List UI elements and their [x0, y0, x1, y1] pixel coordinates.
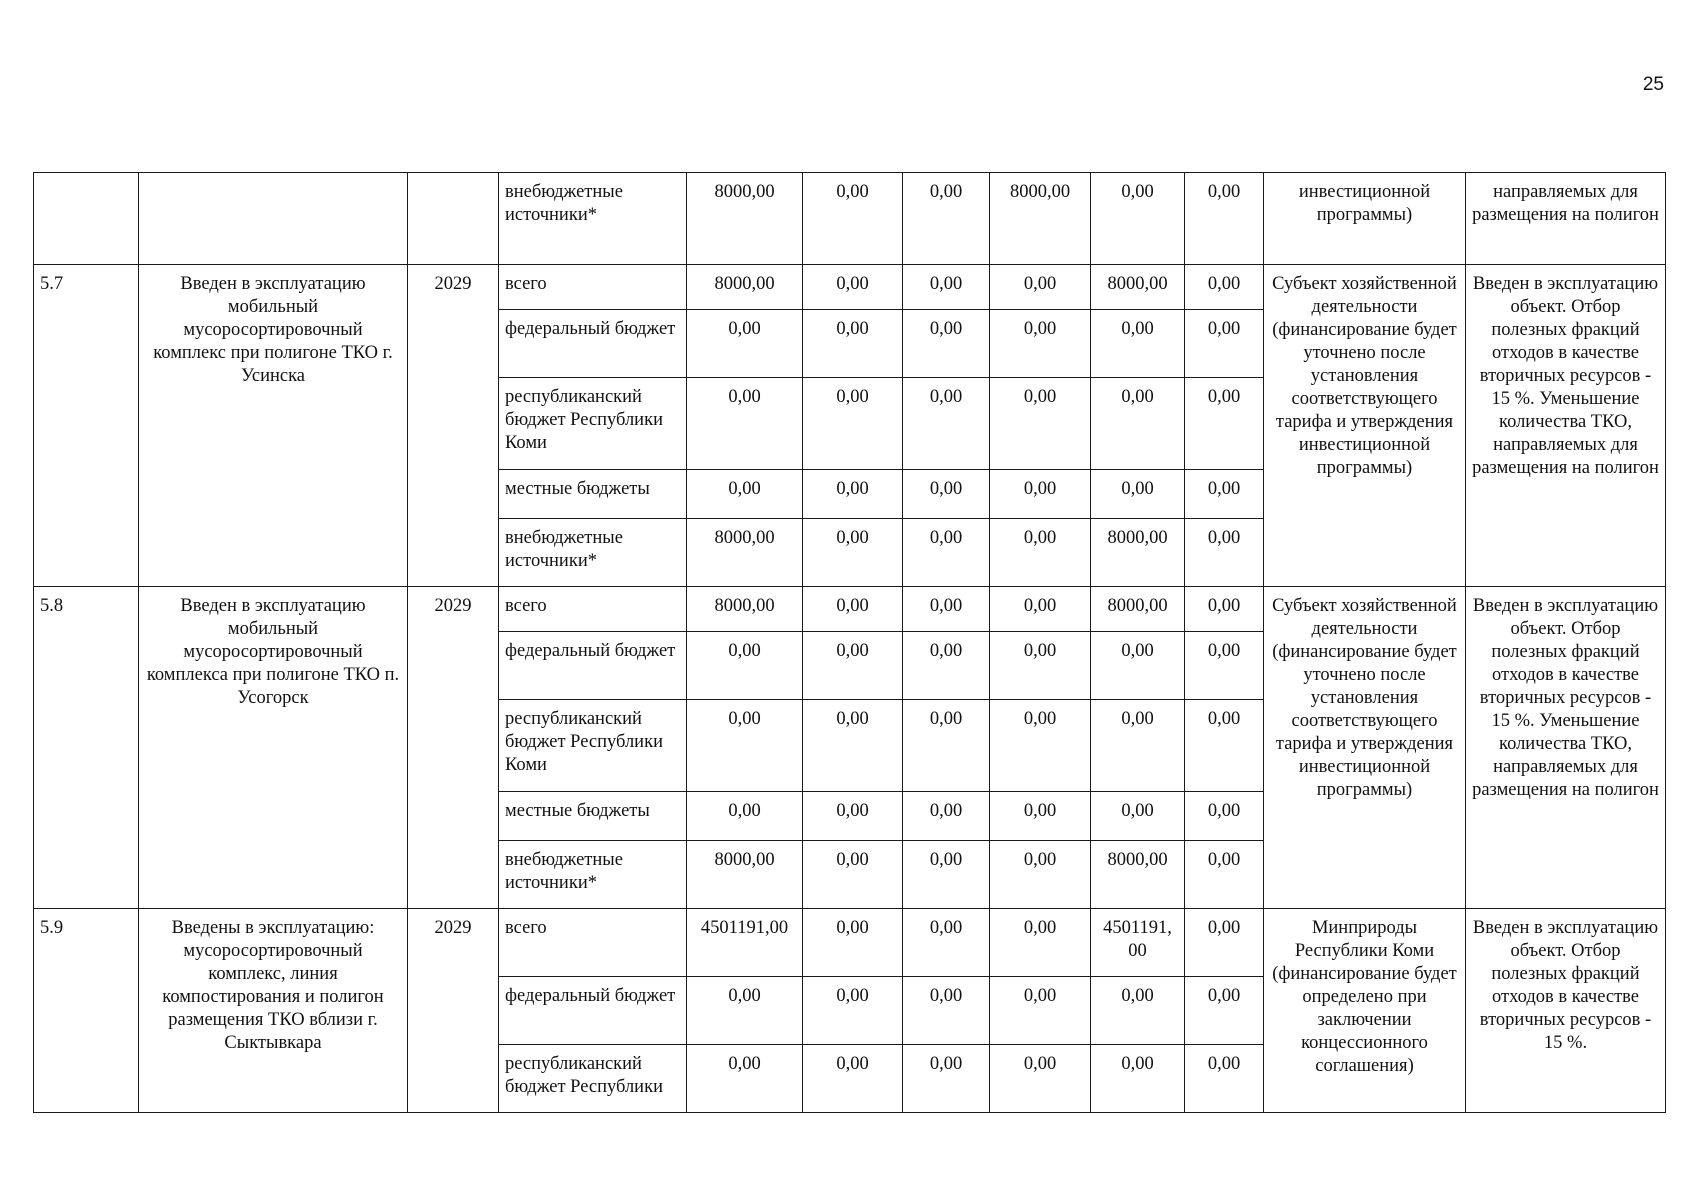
- value-cell: 0,00: [803, 265, 903, 310]
- source-cell: всего: [499, 909, 687, 977]
- value-cell: 0,00: [903, 632, 990, 700]
- name-cell: [139, 173, 408, 265]
- result-cell: Введен в эксплуатацию объект. Отбор полезных фракций отходов в качестве вторичных ресурсов - 15 %. Уменьшение количества ТКО, направляемых для размещения на полигон: [1466, 587, 1666, 909]
- responsible-cell: Субъект хозяйственной деятельности (финансирование будет уточнено после установления соответствующего тарифа и утверждения инвестиционной программы): [1264, 265, 1466, 587]
- value-cell: 8000,00: [687, 587, 803, 632]
- value-cell: 0,00: [990, 587, 1091, 632]
- year-cell: 2029: [408, 909, 499, 1113]
- number-cell: 5.7: [34, 265, 139, 587]
- value-cell: 0,00: [903, 977, 990, 1045]
- value-cell: 0,00: [903, 310, 990, 378]
- name-cell: Введены в эксплуатацию: мусоросортировочный комплекс, линия компостирования и полигон размещения ТКО вблизи г. Сыктывкара: [139, 909, 408, 1113]
- value-cell: 0,00: [803, 470, 903, 519]
- value-cell: 0,00: [803, 587, 903, 632]
- value-cell: 0,00: [687, 632, 803, 700]
- value-cell: 0,00: [990, 792, 1091, 841]
- source-cell: внебюджетные источники*: [499, 841, 687, 909]
- value-cell: 0,00: [903, 265, 990, 310]
- value-cell: 0,00: [687, 470, 803, 519]
- value-cell: 0,00: [803, 792, 903, 841]
- value-cell: 0,00: [990, 310, 1091, 378]
- table-row: [34, 265, 1666, 310]
- value-cell: 0,00: [1185, 700, 1264, 792]
- source-cell: федеральный бюджет: [499, 632, 687, 700]
- source-cell: местные бюджеты: [499, 470, 687, 519]
- value-cell: 0,00: [1185, 310, 1264, 378]
- value-cell: 0,00: [990, 519, 1091, 587]
- value-cell: 0,00: [1185, 792, 1264, 841]
- name-cell: Введен в эксплуатацию мобильный мусоросортировочный комплекс при полигоне ТКО г. Усинска: [139, 265, 408, 587]
- source-cell: республиканский бюджет Республики Коми: [499, 378, 687, 470]
- table-row-continuation: [34, 173, 1666, 265]
- value-cell: 0,00: [903, 587, 990, 632]
- value-cell: 0,00: [990, 700, 1091, 792]
- value-cell: 0,00: [1091, 378, 1185, 470]
- value-cell: 0,00: [1091, 1045, 1185, 1113]
- page-number: 25: [1642, 74, 1664, 95]
- source-cell: федеральный бюджет: [499, 977, 687, 1045]
- value-cell: 8000,00: [1091, 587, 1185, 632]
- value-cell: 0,00: [990, 265, 1091, 310]
- value-cell: 0,00: [803, 841, 903, 909]
- value-cell: 0,00: [1091, 792, 1185, 841]
- value-cell: 0,00: [687, 977, 803, 1045]
- value-cell: 8000,00: [1091, 265, 1185, 310]
- value-cell: 0,00: [990, 378, 1091, 470]
- value-cell: 0,00: [903, 378, 990, 470]
- value-cell: 0,00: [903, 792, 990, 841]
- value-cell: 0,00: [803, 909, 903, 977]
- source-cell: республиканский бюджет Республики: [499, 1045, 687, 1113]
- source-cell: внебюджетные источники*: [499, 173, 687, 265]
- responsible-cell: Субъект хозяйственной деятельности (финансирование будет уточнено после установления соответствующего тарифа и утверждения инвестиционной программы): [1264, 587, 1466, 909]
- value-cell: 0,00: [903, 841, 990, 909]
- value-cell: 0,00: [903, 1045, 990, 1113]
- value-cell: 0,00: [1185, 470, 1264, 519]
- value-cell: 0,00: [903, 700, 990, 792]
- result-cell: направляемых для размещения на полигон: [1466, 173, 1666, 265]
- source-cell: федеральный бюджет: [499, 310, 687, 378]
- value-cell: 0,00: [1185, 909, 1264, 977]
- number-cell: 5.9: [34, 909, 139, 1113]
- source-cell: всего: [499, 587, 687, 632]
- value-cell: 0,00: [803, 700, 903, 792]
- responsible-cell: инвестиционной программы): [1264, 173, 1466, 265]
- source-cell: внебюджетные источники*: [499, 519, 687, 587]
- table-row: [34, 909, 1666, 977]
- number-cell: [34, 173, 139, 265]
- value-cell: 0,00: [803, 977, 903, 1045]
- value-cell: 0,00: [1185, 378, 1264, 470]
- number-cell: 5.8: [34, 587, 139, 909]
- year-cell: [408, 173, 499, 265]
- value-cell: 8000,00: [687, 841, 803, 909]
- value-cell: 0,00: [990, 470, 1091, 519]
- value-cell: 0,00: [1185, 173, 1264, 265]
- value-cell: 0,00: [687, 310, 803, 378]
- value-cell: 8000,00: [687, 173, 803, 265]
- year-cell: 2029: [408, 587, 499, 909]
- value-cell: 0,00: [1185, 519, 1264, 587]
- value-cell: 8000,00: [687, 519, 803, 587]
- value-cell: 0,00: [1091, 470, 1185, 519]
- value-cell: 0,00: [1091, 173, 1185, 265]
- value-cell: 0,00: [803, 1045, 903, 1113]
- value-cell: 0,00: [1185, 841, 1264, 909]
- value-cell: 4501191, 00: [1091, 909, 1185, 977]
- value-cell: 0,00: [803, 378, 903, 470]
- value-cell: 0,00: [803, 632, 903, 700]
- value-cell: 0,00: [903, 909, 990, 977]
- responsible-cell: Минприроды Республики Коми (финансирование будет определено при заключении концессионного соглашения): [1264, 909, 1466, 1113]
- value-cell: 0,00: [1091, 632, 1185, 700]
- value-cell: 0,00: [803, 310, 903, 378]
- value-cell: 8000,00: [990, 173, 1091, 265]
- value-cell: 0,00: [903, 519, 990, 587]
- value-cell: 4501191,00: [687, 909, 803, 977]
- value-cell: 0,00: [1091, 700, 1185, 792]
- value-cell: 0,00: [903, 470, 990, 519]
- value-cell: 0,00: [1091, 310, 1185, 378]
- value-cell: 0,00: [1185, 265, 1264, 310]
- value-cell: 0,00: [1091, 977, 1185, 1045]
- value-cell: 0,00: [903, 173, 990, 265]
- program-table: [33, 172, 1666, 1113]
- value-cell: 0,00: [1185, 632, 1264, 700]
- value-cell: 0,00: [687, 1045, 803, 1113]
- value-cell: 0,00: [803, 519, 903, 587]
- value-cell: 8000,00: [687, 265, 803, 310]
- value-cell: 0,00: [687, 378, 803, 470]
- value-cell: 0,00: [1185, 587, 1264, 632]
- value-cell: 8000,00: [1091, 841, 1185, 909]
- value-cell: 0,00: [990, 1045, 1091, 1113]
- value-cell: 0,00: [687, 792, 803, 841]
- value-cell: 0,00: [803, 173, 903, 265]
- result-cell: Введен в эксплуатацию объект. Отбор полезных фракций отходов в качестве вторичных ресурсов - 15 %.: [1466, 909, 1666, 1113]
- value-cell: 0,00: [990, 632, 1091, 700]
- source-cell: местные бюджеты: [499, 792, 687, 841]
- name-cell: Введен в эксплуатацию мобильный мусоросортировочный комплекса при полигоне ТКО п. Усогорск: [139, 587, 408, 909]
- value-cell: 0,00: [990, 909, 1091, 977]
- value-cell: 0,00: [687, 700, 803, 792]
- value-cell: 8000,00: [1091, 519, 1185, 587]
- value-cell: 0,00: [1185, 1045, 1264, 1113]
- table-row: [34, 587, 1666, 632]
- year-cell: 2029: [408, 265, 499, 587]
- value-cell: 0,00: [990, 841, 1091, 909]
- source-cell: всего: [499, 265, 687, 310]
- value-cell: 0,00: [990, 977, 1091, 1045]
- source-cell: республиканский бюджет Республики Коми: [499, 700, 687, 792]
- value-cell: 0,00: [1185, 977, 1264, 1045]
- result-cell: Введен в эксплуатацию объект. Отбор полезных фракций отходов в качестве вторичных ресурсов - 15 %. Уменьшение количества ТКО, направляемых для размещения на полигон: [1466, 265, 1666, 587]
